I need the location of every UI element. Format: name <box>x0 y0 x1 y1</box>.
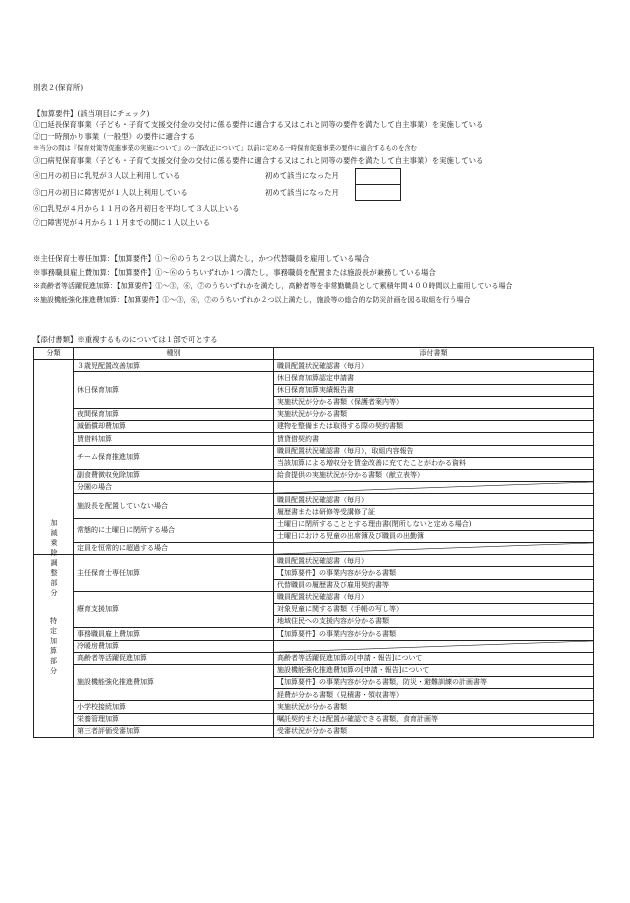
row-doc: 休日保育加算実績報告書 <box>274 384 594 396</box>
table-row <box>34 713 594 725</box>
note-3: ※高齢者等活躍促進加算：【加算要件】①～③，⑥，⑦のうちいずれかを満たし，高齢者等を非常勤職員として累積年間４００時間以上雇用している場合 <box>33 282 513 290</box>
table-row <box>34 664 594 676</box>
row-doc: 職員配置状況確認書（毎月） <box>274 555 594 567</box>
row-type: 施設機能強化推進費加算 <box>74 664 274 701</box>
row-doc: 【加算要件】の事業内容が分かる書類，防災・避難訓練の計画書等 <box>274 677 594 689</box>
row-type: 夜間保育加算 <box>74 408 274 420</box>
row-type: 賃借料加算 <box>74 433 274 445</box>
attachments-table <box>33 347 594 738</box>
row-doc: 実施状況が分かる書類 <box>274 701 594 713</box>
table-row <box>34 701 594 713</box>
row-type: 休日保育加算 <box>74 372 274 409</box>
table-row <box>34 408 594 420</box>
row-doc: 代替職員の履歴書及び雇用契約書等 <box>274 579 594 591</box>
row-doc: 賃貸借契約書 <box>274 433 594 445</box>
category-special: 特定加算部分 <box>34 555 74 738</box>
row-doc: 受審状況が分かる書類 <box>274 725 594 737</box>
note-1: ※主任保育士専任加算：【加算要件】①～⑥のうち２つ以上満たし，かつ代替職員を雇用している場合 <box>33 254 370 263</box>
row-type: 冷暖房費加算 <box>74 640 274 652</box>
row-doc: 職員配置状況確認書（毎月） <box>274 591 594 603</box>
table-row <box>34 518 594 530</box>
row-type: 高齢者等活躍促進加算 <box>74 652 274 664</box>
first-month-input-1[interactable] <box>355 168 401 185</box>
row-type: ３歳児配置改善加算 <box>74 360 274 372</box>
row-doc: 土曜日に閉所することとする理由書(閉所しないと定める場合) <box>274 518 594 530</box>
row-doc: 履歴書または研修等受講修了証 <box>274 506 594 518</box>
row-doc: 【加算要件】の事業内容が分かる書類 <box>274 567 594 579</box>
row-doc: 休日保育加算認定申請書 <box>274 372 594 384</box>
row-doc: 職員配置状況確認書（毎月），取組内容報告 <box>274 445 594 457</box>
row-doc: 地域住民への支援内容が分かる書類 <box>274 616 594 628</box>
row-doc: 嘱託契約または配置が確認できる書類，食育計画等 <box>274 713 594 725</box>
table-row <box>34 360 594 372</box>
first-month-label-2: 初めて該当になった月 <box>265 188 339 197</box>
row-type: 常態的に土曜日に閉所する場合 <box>74 518 274 542</box>
attachments-heading: 【添付書類】※重複するものについては１部で可とする <box>33 335 218 344</box>
row-doc: 高齢者等活躍促進加算の[申請・報告]について <box>274 652 594 664</box>
row-doc: 給食提供の実施状況が分かる書類（献立表等） <box>274 469 594 481</box>
row-doc-empty <box>274 543 594 555</box>
row-type: チーム保育推進加算 <box>74 445 274 469</box>
requirement-3[interactable]: ③□病児保育事業（子ども・子育て支援交付金の交付に係る要件に適合する又はこれと同等の要件を満たして自主事業）を実施している <box>33 156 484 165</box>
row-doc: 土曜日における児童の出席簿及び職員の出勤簿 <box>274 530 594 542</box>
row-doc: 対象児童に関する書類（手帳の写し等） <box>274 603 594 615</box>
requirement-2[interactable]: ②□一時預かり事業（一般型）の要件に適合する <box>33 132 196 141</box>
row-doc: 施設機能強化推進費加算の[申請・報告]について <box>274 664 594 676</box>
row-type: 第三者評価受審加算 <box>74 725 274 737</box>
table-row <box>34 494 594 506</box>
row-doc-empty <box>274 640 594 652</box>
table-row <box>34 555 594 567</box>
row-type: 施設長を配置していない場合 <box>74 494 274 518</box>
row-doc: 実施状況が分かる書類（保護者案内等） <box>274 396 594 408</box>
table-row <box>34 640 594 652</box>
table-row <box>34 445 594 457</box>
table-row <box>34 421 594 433</box>
requirements-heading: 【加算要件】(該当項目にチェック) <box>33 109 150 118</box>
category-adjust: 加減乗除調整部分 <box>50 519 58 597</box>
row-doc: 建物を整備または取得する際の契約書類 <box>274 421 594 433</box>
requirement-4[interactable]: ④□月の初日に乳児が３人以上利用している <box>33 171 181 180</box>
requirement-7[interactable]: ⑦□障害児が４月から１１月までの間に１人以上いる <box>33 218 210 227</box>
table-row <box>34 725 594 737</box>
row-type: 小学校接続加算 <box>74 701 274 713</box>
col-documents: 添付書類 <box>274 348 594 360</box>
row-doc: 職員配置状況確認書（毎月） <box>274 360 594 372</box>
row-doc: 実施状況が分かる書類 <box>274 408 594 420</box>
note-2: ※事務職員雇上費加算：【加算要件】①～⑥のうちいずれか１つ満たし，事務職員を配置または施設長が兼務している場合 <box>33 268 436 277</box>
table-row <box>34 469 594 481</box>
row-type: 分園の場合 <box>74 482 274 494</box>
col-type: 種別 <box>74 348 274 360</box>
table-row <box>34 591 594 603</box>
row-type: 療育支援加算 <box>74 591 274 628</box>
table-row <box>34 372 594 384</box>
col-category: 分類 <box>34 348 74 360</box>
note-4: ※施設機能強化推進費加算：【加算要件】①～③，⑥，⑦のうちいずれか２つ以上満たし，施設等の総合的な防災計画を図る取組を行う場合 <box>33 296 471 304</box>
table-row <box>34 652 594 664</box>
table-header-row <box>34 348 594 360</box>
table-row <box>34 543 594 555</box>
row-doc: 当該加算による増収分を賃金改善に充てたことがわかる資料 <box>274 457 594 469</box>
table-row <box>34 482 594 494</box>
row-doc: 職員配置状況確認書（毎月） <box>274 494 594 506</box>
row-type: 定員を恒常的に超過する場合 <box>74 543 274 555</box>
requirement-1[interactable]: ①□延長保育事業（子ども・子育て支援交付金の交付に係る要件に適合する又はこれと同等の要件を満たして自主事業）を実施している <box>33 120 484 129</box>
table-row <box>34 433 594 445</box>
requirement-5[interactable]: ⑤□月の初日に障害児が１人以上利用している <box>33 188 188 197</box>
first-month-input-2[interactable] <box>355 184 401 201</box>
table-row <box>34 628 594 640</box>
table-label: 別表２(保育所) <box>33 83 84 92</box>
row-type: 事務職員雇上費加算 <box>74 628 274 640</box>
row-type: 栄養管理加算 <box>74 713 274 725</box>
requirement-note: ※当分の間は『保育対策等促進事業の実施について』の一部改正について」以前に定める一時保育促進事業の要件に適合するものを含む <box>33 145 417 152</box>
row-doc: 経費が分かる書類（見積書・領収書等） <box>274 689 594 701</box>
requirement-6[interactable]: ⑥□乳児が４月から１１月の各月初日を平均して３人以上いる <box>33 204 240 213</box>
row-type: 副食費徴収免除加算 <box>74 469 274 481</box>
first-month-label-1: 初めて該当になった月 <box>265 171 339 180</box>
row-doc: 【加算要件】の事業内容が分かる書類 <box>274 628 594 640</box>
row-type: 主任保育士専任加算 <box>74 555 274 592</box>
row-type: 減価償却費加算 <box>74 421 274 433</box>
row-doc-empty <box>274 482 594 494</box>
